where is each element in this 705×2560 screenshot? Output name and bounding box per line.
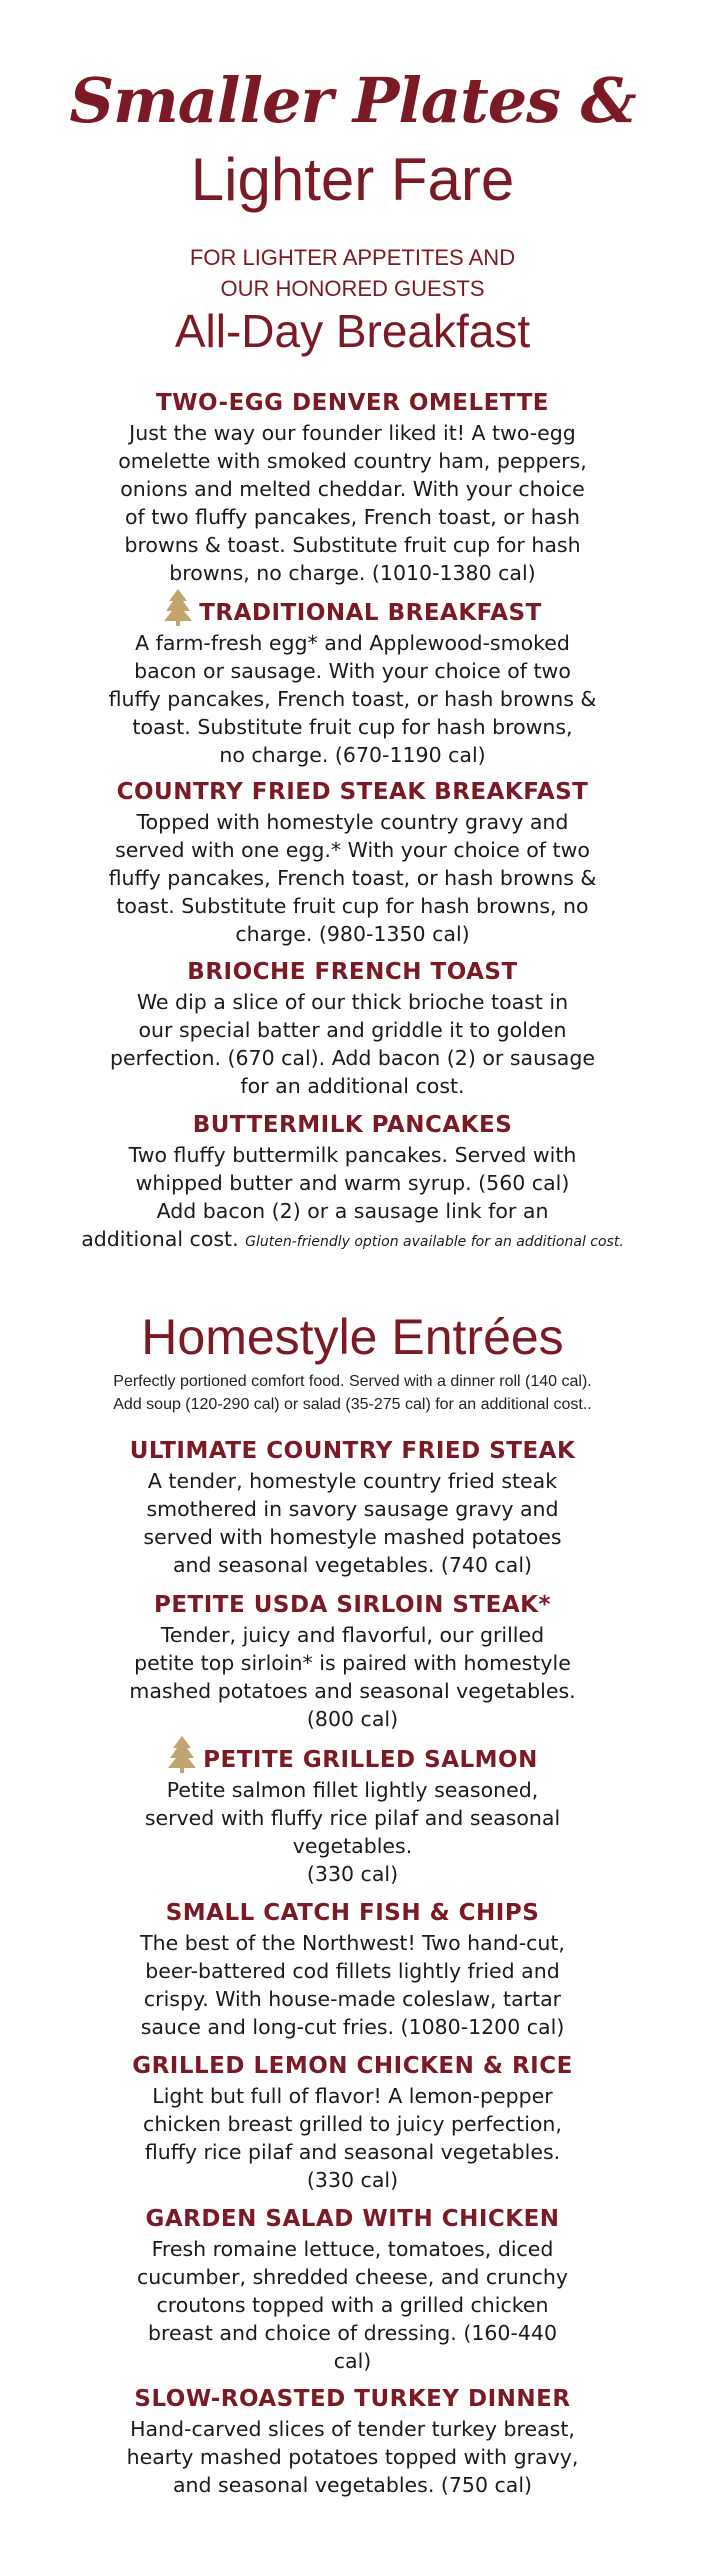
item-name: GRILLED LEMON CHICKEN & RICE: [132, 2053, 573, 2079]
item-description: A tender, homestyle country fried steak smothered in savory sausage gravy and served with homestyle mashed potatoes and seasonal vegetables. (740 cal): [143, 1469, 562, 1577]
item-description: Hand-carved slices of tender turkey breast, hearty mashed potatoes topped with gravy, and seasonal vegetables. (750 cal): [126, 2417, 579, 2497]
menu-item: [52, 2384, 653, 2499]
menu-item: [52, 957, 653, 1100]
item-description: The best of the Northwest! Two hand-cut, beer-battered cod fillets lightly fried and crispy. With house-made coleslaw, tartar sauce and long-cut fries. (1080-1200 cal): [140, 1931, 565, 2039]
title-main: Lighter Fare: [190, 146, 515, 213]
item-description: [52, 1141, 653, 1256]
item-name: BRIOCHE FRENCH TOAST: [187, 959, 518, 985]
item-description: Light but full of flavor! A lemon-pepper chicken breast grilled to juicy perfection, fluffy rice pilaf and seasonal vegetables. (330 cal): [143, 2084, 562, 2192]
item-name: GARDEN SALAD WITH CHICKEN: [145, 2206, 560, 2232]
intro-text: FOR LIGHTER APPETITES AND OUR HONORED GUESTS: [189, 245, 516, 301]
title-script: Smaller Plates &: [69, 64, 636, 137]
item-description: Just the way our founder liked it! A two-egg omelette with smoked country ham, peppers, onions and melted cheddar. With your choice of two fluffy pancakes, French toast, or hash browns & toast. Substitute fruit cup for hash browns, no charge. (1010-1380 cal): [118, 421, 587, 585]
menu-item: [52, 1110, 653, 1256]
section-note: Perfectly portioned comfort food. Served with a dinner roll (140 cal). Add soup (120-290 cal) or salad (35-275 cal) for an additional cost..: [113, 1373, 592, 1413]
item-description: Fresh romaine lettuce, tomatoes, diced cucumber, shredded cheese, and crunchy croutons topped with a grilled chicken breast and choice of dressing. (160-440 cal): [137, 2237, 568, 2373]
menu-item: [52, 2204, 653, 2375]
item-name: COUNTRY FRIED STEAK BREAKFAST: [116, 779, 589, 805]
menu-item: [52, 2051, 653, 2194]
item-name: ULTIMATE COUNTRY FRIED STEAK: [129, 1438, 576, 1464]
item-description-text: Two fluffy buttermilk pancakes. Served with whipped butter and warm syrup. (560 cal) Add bacon (2) or a sausage link for an additional cost.: [81, 1143, 577, 1251]
item-description: We dip a slice of our thick brioche toast in our special batter and griddle it to golden perfection. (670 cal). Add bacon (2) or sausage for an additional cost.: [110, 990, 595, 1098]
menu-item: [52, 598, 653, 769]
item-description: A farm-fresh egg* and Applewood-smoked bacon or sausage. With your choice of two fluffy pancakes, French toast, or hash browns & toast. Substitute fruit cup for hash browns, no charge. (670-1190 cal): [108, 631, 597, 767]
menu-item: [52, 388, 653, 587]
item-name-row: [52, 1745, 653, 1775]
item-description: Tender, juicy and flavorful, our grilled petite top sirloin* is paired with homestyle mashed potatoes and seasonal vegetables. (800 cal): [129, 1623, 576, 1731]
item-name: PETITE GRILLED SALMON: [203, 1747, 538, 1773]
menu-item: [52, 1436, 653, 1579]
menu-item: [52, 1745, 653, 1888]
tree-icon: [167, 1734, 197, 1774]
item-name-row: [52, 598, 653, 628]
menu-item: [52, 1898, 653, 2041]
item-description: Topped with homestyle country gravy and served with one egg.* With your choice of two fluffy pancakes, French toast, or hash browns & toast. Substitute fruit cup for hash browns, no charge. (980-1350 cal): [108, 810, 597, 946]
menu-item: [52, 1590, 653, 1733]
item-name: TRADITIONAL BREAKFAST: [199, 600, 542, 626]
item-name: TWO-EGG DENVER OMELETTE: [156, 390, 549, 416]
section-title-entrees: Homestyle Entrées: [141, 1309, 564, 1365]
item-note: Gluten-friendly option available for an additional cost.: [245, 1234, 624, 1250]
tree-icon: [163, 587, 193, 627]
item-description: Petite salmon fillet lightly seasoned, served with fluffy rice pilaf and seasonal vegetables. (330 cal): [144, 1778, 561, 1886]
item-name: SMALL CATCH FISH & CHIPS: [165, 1900, 540, 1926]
section-title-breakfast: All-Day Breakfast: [174, 305, 531, 357]
item-name: PETITE USDA SIRLOIN STEAK*: [153, 1592, 551, 1618]
item-name: BUTTERMILK PANCAKES: [192, 1112, 513, 1138]
item-name: SLOW-ROASTED TURKEY DINNER: [134, 2386, 571, 2412]
menu-item: [52, 777, 653, 948]
